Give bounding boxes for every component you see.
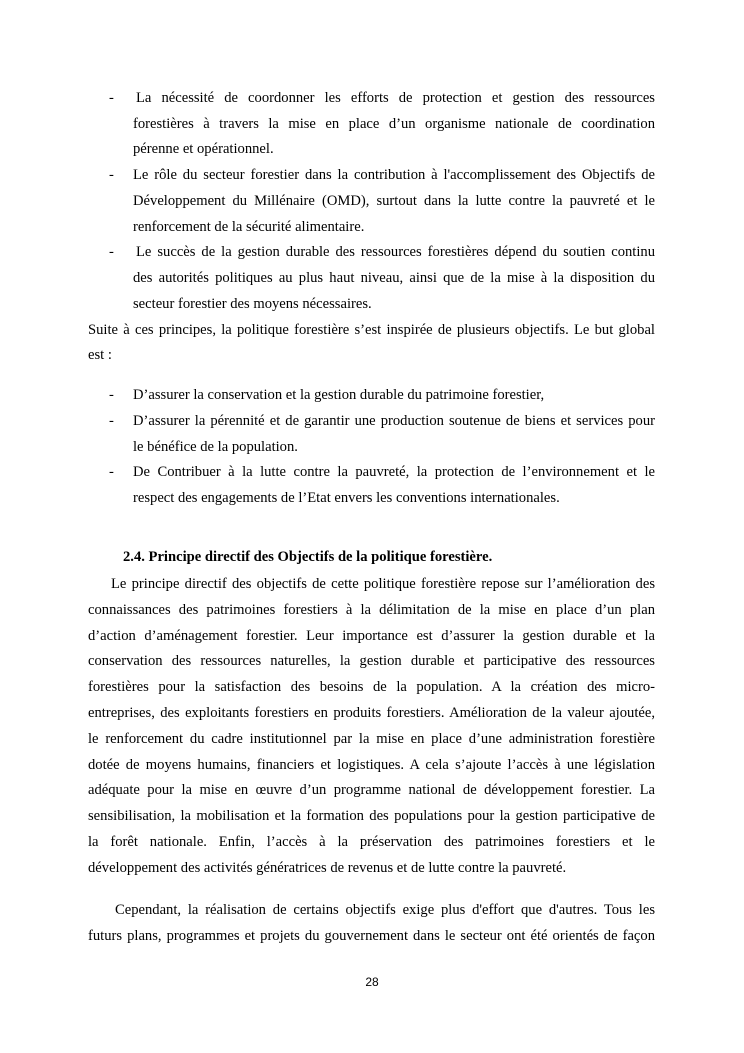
- text-line: dotée de moyens humains, financiers et logistiques. A cela s’ajoute l’accès à une législation: [88, 757, 655, 773]
- text-line: forestières à travers la mise en place d’un organisme nationale de coordination: [133, 116, 655, 132]
- text-line: futurs plans, programmes et projets du gouvernement dans le secteur ont été orientés de façon: [88, 928, 655, 944]
- text-line: Le principe directif des objectifs de cette politique forestière repose sur l’amélioration des: [111, 576, 655, 592]
- section-heading: 2.4. Principe directif des Objectifs de la politique forestière.: [123, 548, 493, 565]
- text-line: pérenne et opérationnel.: [133, 141, 274, 157]
- text-line: renforcement de la sécurité alimentaire.: [133, 219, 365, 235]
- bullet-marker: -: [109, 464, 114, 480]
- bullet-marker: -: [109, 90, 114, 106]
- text-line: d’action d’aménagement forestier. Leur importance est d’assurer la gestion durable et la: [88, 628, 655, 644]
- text-line: D’assurer la conservation et la gestion durable du patrimoine forestier,: [133, 387, 545, 403]
- bullet-marker: -: [109, 413, 114, 429]
- text-line: sensibilisation, la mobilisation et la formation des populations pour la gestion participative de: [88, 808, 655, 824]
- text-line: développement des activités génératrices de revenus et de lutte contre la pauvreté.: [88, 860, 567, 876]
- text-line: forestières pour la satisfaction des besoins de la population. A la création des micro-: [88, 679, 655, 695]
- text-line: est :: [88, 347, 112, 363]
- text-line: Cependant, la réalisation de certains objectifs exige plus d'effort que d'autres. Tous les: [115, 902, 655, 918]
- text-line: Suite à ces principes, la politique forestière s’est inspirée de plusieurs objectifs. Le but global: [88, 322, 655, 338]
- text-line: D’assurer la pérennité et de garantir une production soutenue de biens et services pour: [133, 413, 655, 429]
- text-line: secteur forestier des moyens nécessaires.: [133, 296, 372, 312]
- text-line: respect des engagements de l’Etat envers les conventions internationales.: [133, 490, 560, 506]
- text-line: connaissances des patrimoines forestiers à la délimitation de la mise en place d’un plan: [88, 602, 655, 618]
- text-line: le bénéfice de la population.: [133, 439, 298, 455]
- text-line: Le rôle du secteur forestier dans la contribution à l'accomplissement des Objectifs de: [133, 167, 655, 183]
- bullet-marker: -: [109, 167, 114, 183]
- text-line: La nécessité de coordonner les efforts de protection et gestion des ressources: [136, 90, 655, 106]
- text-line: des autorités politiques au plus haut niveau, ainsi que de la mise à la disposition du: [133, 270, 655, 286]
- text-line: Le succès de la gestion durable des ressources forestières dépend du soutien continu: [136, 244, 655, 260]
- page-number: 28: [365, 975, 379, 989]
- text-line: entreprises, des exploitants forestiers en produits forestiers. Amélioration de la valeur ajoutée,: [88, 705, 655, 721]
- text-line: conservation des ressources naturelles, la gestion durable et participative des ressources: [88, 653, 655, 669]
- bullet-marker: -: [109, 387, 114, 403]
- text-line: le renforcement du cadre institutionnel par la mise en place d’une administration forestière: [88, 731, 655, 747]
- bullet-marker: -: [109, 244, 114, 260]
- text-line: la forêt nationale. Enfin, l’accès à la préservation des patrimoines forestiers et le: [88, 834, 655, 850]
- text-line: adéquate pour la mise en œuvre d’un programme national de développement forestier. La: [88, 782, 655, 798]
- text-line: De Contribuer à la lutte contre la pauvreté, la protection de l’environnement et le: [133, 464, 655, 480]
- text-line: Développement du Millénaire (OMD), surtout dans la lutte contre la pauvreté et le: [133, 193, 655, 209]
